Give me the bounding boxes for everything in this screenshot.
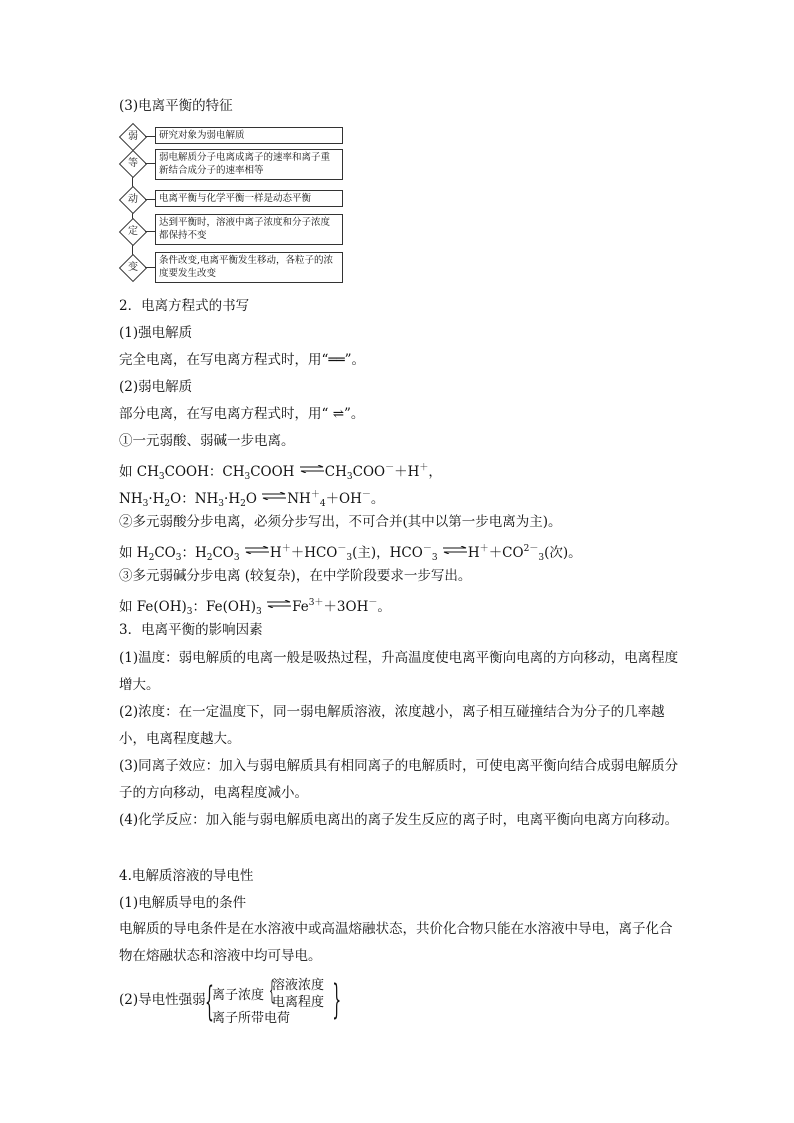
feature-box-equal: 弱电解质分子电离成离子的速率和离子重新结合成分子的速率相等	[155, 149, 343, 180]
section-3-title: 3．电离平衡的影响因素	[119, 622, 263, 638]
eq-text: ＋HCO	[290, 545, 338, 561]
eq-text: ＋CO	[488, 545, 524, 561]
eq-text: ＋H	[394, 464, 420, 480]
eq-text: H	[269, 545, 282, 561]
eq-text: COOH	[250, 464, 295, 480]
eq-text: COOH：CH	[164, 464, 245, 480]
feature-char-fixed: 定	[128, 226, 138, 237]
eq-text: ·H	[148, 491, 165, 507]
ionization-degree: 电离程度	[272, 995, 325, 1010]
section-2-title: 2．电离方程式的书写	[119, 298, 250, 314]
eq-text: O：NH	[170, 491, 219, 507]
eq-text: ·H	[224, 491, 241, 507]
feature-char-equal: 等	[128, 158, 138, 169]
equilibrium-arrow-icon	[261, 492, 287, 500]
section-3-heading: (3)电离平衡的特征	[119, 98, 233, 114]
conduction-condition-text: 电解质的导电条件是在水溶液中或高温熔融状态，共价化合物只能在水溶液中导电，离子化合物在熔融状态和溶液中均可导电。	[119, 921, 673, 964]
eq-text: ，	[428, 464, 442, 480]
feature-char-dynamic: 动	[128, 194, 138, 205]
equilibrium-arrow-icon	[266, 600, 292, 608]
eq-text: CO	[154, 545, 176, 561]
feature-box-change: 条件改变,电离平衡发生移动，各粒子的浓度要发生改变	[155, 252, 343, 283]
factor-chemical-reaction: (4)化学反应：加入能与弱电解质电离出的离子发生反应的离子时，电离平衡向电离方向移动。	[119, 812, 679, 828]
equation-iron-hydroxide: 如 $Fe(OH)_3$：$Fe(OH)_3$ $Fe^{3+}+3OH^-$。	[119, 598, 391, 617]
feature-box-dynamic: 电离平衡与化学平衡一样是动态平衡	[155, 190, 343, 207]
equation-carbonic-acid: 如 $H_2CO_3$：$H_2CO_3$ $H^++HCO^-_3$(主)，$HCO^-_3$ $H^++CO^{2-}_3$(次)。	[119, 544, 582, 563]
weak-electrolyte-title: (2)弱电解质	[119, 379, 193, 395]
equilibrium-arrow-icon	[244, 546, 270, 554]
left-brace-icon: {	[205, 979, 214, 1025]
eq-text: ：Fe(OH)	[192, 599, 257, 615]
equilibrium-arrow-icon	[299, 465, 325, 473]
solution-concentration: 溶液浓度	[272, 978, 325, 993]
feature-char-weak: 弱	[128, 131, 138, 142]
eq-text: CH	[324, 464, 347, 480]
equation-acetic-acid: 如 $CH_3COOH$：$CH_3COOH$ $CH_3COO^-+H^+$，	[119, 463, 442, 482]
point-1: ①一元弱酸、弱碱一步电离。	[119, 433, 295, 449]
eq-text: ＋OH	[325, 491, 362, 507]
connector	[145, 267, 155, 268]
feature-box-fixed: 达到平衡时，溶液中离子浓度和分子浓度都保持不变	[155, 214, 343, 245]
equilibrium-features-diagram	[119, 124, 347, 286]
eq-text: H	[467, 545, 480, 561]
eq-text: (次)。	[544, 545, 582, 561]
left-brace-icon: {	[269, 976, 275, 1006]
eq-text: ＋3OH	[323, 599, 369, 615]
eq-text: 如 Fe(OH)	[119, 599, 187, 615]
equilibrium-arrow-icon	[442, 546, 468, 554]
weak-electrolyte-text: 部分电离，在写电离方程式时，用“ ⇌”。	[119, 406, 365, 422]
eq-text: Fe	[292, 599, 309, 615]
strong-electrolyte-title: (1)强电解质	[119, 325, 193, 341]
eq-text: O	[245, 491, 257, 507]
feature-box-weak: 研究对象为弱电解质	[155, 127, 343, 144]
connector	[145, 136, 155, 137]
eq-text: 如 CH	[119, 464, 159, 480]
factor-concentration: (2)浓度：在一定温度下，同一弱电解质溶液，浓度越小，离子相互碰撞结合为分子的几率越小，电离程度越大。	[119, 704, 665, 747]
eq-text: NH	[287, 491, 311, 507]
strong-electrolyte-text: 完全电离，在写电离方程式时，用“══”。	[119, 352, 366, 368]
ion-concentration: 离子浓度	[212, 988, 265, 1003]
section-4-title: 4.电解质溶液的导电性	[119, 868, 254, 884]
connector	[145, 199, 155, 200]
eq-text: COO	[352, 464, 386, 480]
conduction-condition-title: (1)电解质导电的条件	[119, 895, 247, 911]
ion-charge: 离子所带电荷	[212, 1011, 291, 1026]
connector	[145, 163, 155, 164]
point-2: ②多元弱酸分步电离，必须分步写出，不可合并(其中以第一步电离为主)。	[119, 514, 562, 530]
point-3: ③多元弱碱分步电离 (较复杂)，在中学阶段要求一步写出。	[119, 568, 472, 584]
eq-text: 。	[370, 491, 385, 507]
eq-text: ：H	[181, 545, 207, 561]
eq-text: CO	[212, 545, 234, 561]
feature-char-change: 变	[128, 262, 138, 273]
conductivity-strength-label: (2)导电性强弱	[119, 992, 206, 1008]
right-brace-icon: }	[332, 977, 342, 1023]
eq-text: 如 H	[119, 545, 149, 561]
eq-text: (主)，HCO	[352, 545, 423, 561]
connector	[145, 231, 155, 232]
factor-temperature: (1)温度：弱电解质的电离一般是吸热过程，升高温度使电离平衡向电离的方向移动，电离程度增大。	[119, 650, 679, 693]
eq-text: NH	[119, 491, 143, 507]
eq-text: 。	[377, 599, 391, 615]
factor-common-ion: (3)同离子效应：加入与弱电解质具有相同离子的电解质时，可使电离平衡向结合成弱电解质分子的方向移动，电离程度减小。	[119, 758, 679, 801]
equation-ammonia: $NH_3\cdot H_2O$：$NH_3\cdot H_2O$ $NH^+_4+OH^-$。	[119, 490, 385, 509]
